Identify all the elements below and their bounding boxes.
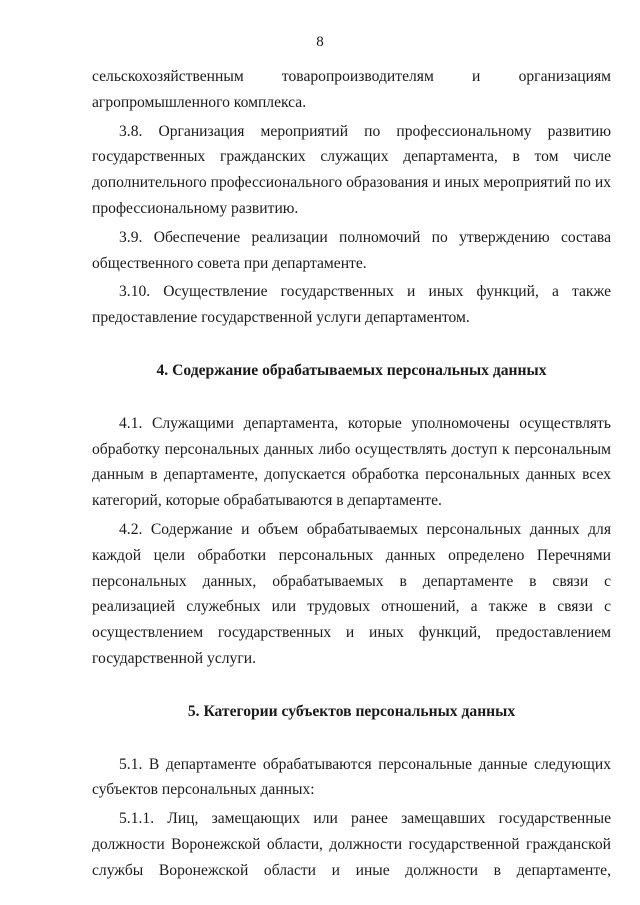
page-number: 8 [316, 34, 324, 50]
section-heading-5: 5. Категории субъектов персональных данных [187, 702, 516, 720]
paragraph-5-1: 5.1. В департаменте обрабатываются персональные данные следующих субъектов персональных данных: [92, 755, 611, 799]
paragraph-4-2: 4.2. Содержание и объем обрабатываемых персональных данных для каждой цели обработки персональных данных определено Перечнями персональных данных, обрабатываемых в департаменте в связи с реализацией служебных или трудовых отношений, а также в связи с осуществлением государственных и иных функций, предоставлением государственной услуги. [92, 520, 611, 667]
section-heading-4: 4. Содержание обрабатываемых персональных данных [156, 361, 547, 379]
paragraph-3-10: 3.10. Осуществление государственных и иных функций, а также предоставление государственной услуги департаментом. [92, 283, 611, 327]
document-body [92, 64, 611, 884]
paragraph-4-1: 4.1. Служащими департамента, которые уполномочены осуществлять обработку персональных данных либо осуществлять доступ к персональным данным в департаменте, допускается обработка персональных данных всех категорий, которые обрабатываются в департаменте. [92, 414, 611, 510]
paragraph-5-1-1: 5.1.1. Лиц, замещающих или ранее замещавших государственные должности Воронежской области, должности государственной гражданской службы Воронежской области и иные должности в департаменте, [92, 810, 611, 879]
paragraph-3-8: 3.8. Организация мероприятий по профессиональному развитию государственных гражданских служащих департамента, в том числе дополнительного профессионального образования и иных мероприятий по их профессиональному развитию. [92, 122, 611, 217]
paragraph-3-9: 3.9. Обеспечение реализации полномочий по утверждению состава общественного совета при департаменте. [92, 228, 611, 272]
paragraph-continuation: сельскохозяйственным товаропроизводителям и организациям агропромышленного комплекса. [92, 68, 611, 111]
